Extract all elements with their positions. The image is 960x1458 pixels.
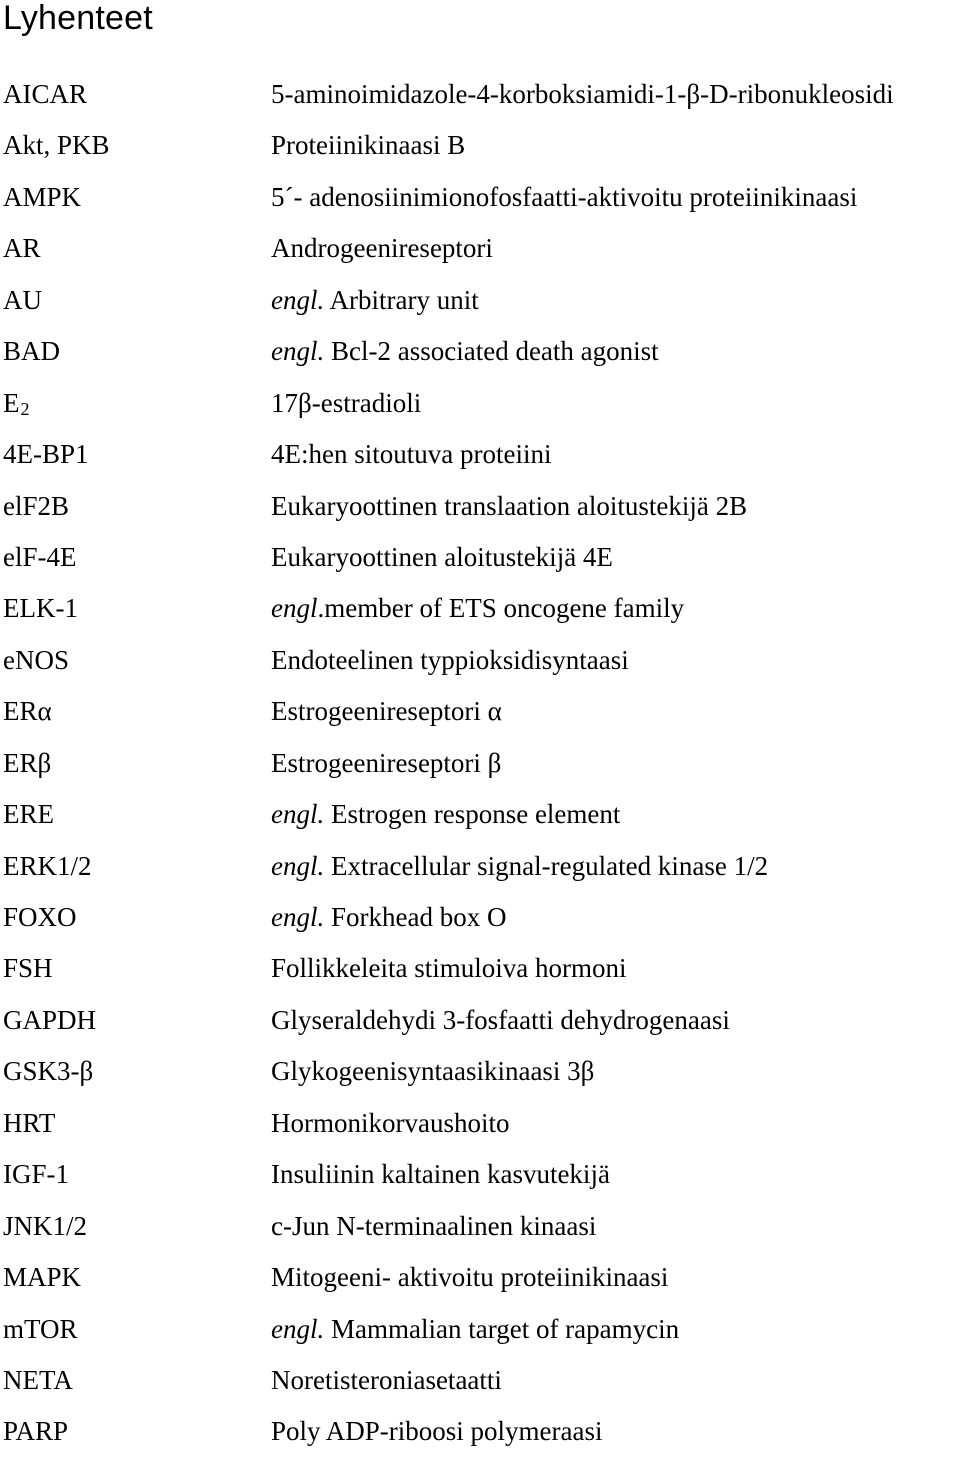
- abbreviation-term-text: ERE: [3, 799, 54, 830]
- abbreviation-definition-text: Bcl-2 associated death agonist: [324, 336, 659, 367]
- abbreviation-term: [0, 120, 271, 171]
- abbreviation-row: [0, 223, 960, 274]
- abbreviation-row: [0, 1406, 960, 1457]
- abbreviation-definition-text: Endoteelinen typpioksidisyntaasi: [271, 644, 629, 675]
- abbreviation-definition: [271, 995, 730, 1046]
- abbreviation-definition-text: Noretisteroniasetaatti: [271, 1364, 502, 1395]
- abbreviation-term: [0, 429, 271, 480]
- page-title: Lyhenteet: [3, 0, 153, 37]
- abbreviation-term: [0, 172, 271, 223]
- abbreviation-row: [0, 1252, 960, 1303]
- abbreviation-term-text: ELK-1: [3, 593, 78, 624]
- abbreviation-row: [0, 120, 960, 171]
- abbreviation-definition: [271, 1304, 679, 1355]
- abbreviation-definition-text: Eukaryoottinen aloitustekijä 4E: [271, 541, 613, 572]
- abbreviation-term: [0, 1304, 271, 1355]
- abbreviation-term: [0, 223, 271, 274]
- abbreviation-term-text: mTOR: [3, 1313, 78, 1344]
- abbreviation-row: [0, 275, 960, 326]
- language-prefix: engl.: [271, 799, 325, 830]
- abbreviation-definition: [271, 686, 502, 737]
- abbreviation-definition: [271, 1355, 502, 1406]
- abbreviation-term-text: FOXO: [3, 902, 77, 932]
- abbreviation-term: [0, 738, 271, 789]
- abbreviation-row: [0, 1098, 960, 1149]
- abbreviation-definition-text: Arbitrary unit: [324, 284, 479, 315]
- abbreviation-row: [0, 686, 960, 737]
- abbreviation-row: [0, 532, 960, 583]
- abbreviation-definition-text: .member of ETS oncogene family: [317, 593, 685, 624]
- abbreviation-definition: [271, 120, 465, 171]
- abbreviation-term: [0, 326, 271, 377]
- abbreviation-definition-text: 4E:hen sitoutuva proteiini: [271, 439, 552, 470]
- abbreviation-term-text: PARP: [3, 1416, 69, 1447]
- abbreviation-term-text: AU: [3, 284, 42, 315]
- abbreviation-definition-text: Proteiinikinaasi B: [271, 130, 466, 161]
- abbreviation-term-text: AMPK: [3, 181, 82, 212]
- abbreviation-term: [0, 1252, 271, 1303]
- abbreviation-definition-text: 17β-estradioli: [271, 387, 422, 418]
- abbreviation-term: [0, 635, 271, 686]
- abbreviation-term: [0, 686, 271, 737]
- abbreviation-definition: [271, 223, 493, 274]
- abbreviation-definition: [271, 326, 659, 377]
- abbreviation-definition-text: Mammalian target of rapamycin: [324, 1313, 680, 1344]
- abbreviation-definition-text: Poly ADP-riboosi polymeraasi: [271, 1416, 603, 1447]
- abbreviation-term: [0, 1355, 271, 1406]
- abbreviation-definition: [271, 69, 894, 120]
- abbreviation-term: [0, 943, 271, 994]
- abbreviation-term-text: elF-4E: [3, 541, 77, 572]
- abbreviation-definition-text: c-Jun N-terminaalinen kinaasi: [271, 1210, 597, 1241]
- abbreviation-row: [0, 789, 960, 840]
- abbreviation-term: [0, 378, 271, 429]
- abbreviation-term-text: AICAR: [3, 79, 88, 109]
- abbreviation-row: [0, 1355, 960, 1406]
- abbreviation-definition: [271, 1149, 610, 1200]
- abbreviation-row: [0, 172, 960, 223]
- abbreviation-term-text: BAD: [3, 336, 61, 367]
- abbreviation-definition-text: Follikkeleita stimuloiva hormoni: [271, 953, 627, 984]
- abbreviation-definition-text: Estrogeenireseptori β: [271, 747, 502, 778]
- abbreviation-definition: [271, 481, 747, 532]
- abbreviation-term-text: GAPDH: [3, 1004, 97, 1035]
- abbreviation-term-text: eNOS: [3, 644, 69, 675]
- abbreviation-definition: [271, 841, 768, 892]
- abbreviation-term-text: ERα: [3, 696, 52, 727]
- abbreviation-term-text: GSK3-β: [3, 1056, 94, 1087]
- abbreviation-row: [0, 1149, 960, 1200]
- abbreviation-row: [0, 1201, 960, 1252]
- abbreviation-term-text: E: [3, 387, 20, 418]
- abbreviation-term-text: HRT: [3, 1107, 56, 1138]
- abbreviation-term: [0, 532, 271, 583]
- abbreviation-definition: [271, 943, 626, 994]
- abbreviation-term: [0, 1098, 271, 1149]
- abbreviation-definition: [271, 583, 684, 634]
- abbreviation-term: [0, 1046, 271, 1097]
- abbreviation-definition: [271, 738, 501, 789]
- language-prefix: engl: [271, 593, 318, 624]
- abbreviation-definition: [271, 892, 506, 943]
- language-prefix: engl.: [271, 336, 325, 367]
- abbreviation-row: [0, 892, 960, 943]
- abbreviation-term: [0, 275, 271, 326]
- abbreviation-definition-text: Glyseraldehydi 3-fosfaatti dehydrogenaasi: [271, 1004, 730, 1035]
- abbreviation-term-text: elF2B: [3, 490, 70, 521]
- abbreviation-term-text: AR: [3, 233, 41, 264]
- abbreviation-term: [0, 583, 271, 634]
- abbreviation-term-text: JNK1/2: [3, 1210, 88, 1241]
- abbreviation-term: [0, 841, 271, 892]
- abbreviation-definition-text: 5-aminoimidazole-4-korboksiamidi-1-β-D-ribonukleosidi: [271, 79, 894, 109]
- abbreviation-row: [0, 429, 960, 480]
- abbreviation-row: [0, 583, 960, 634]
- abbreviation-row: [0, 738, 960, 789]
- abbreviation-term: [0, 1149, 271, 1200]
- abbreviation-definition: [271, 635, 629, 686]
- abbreviation-definition-text: Extracellular signal-regulated kinase 1/2: [324, 850, 769, 881]
- abbreviation-term: [0, 995, 271, 1046]
- abbreviation-definition: [271, 275, 479, 326]
- abbreviation-definition-text: Estrogen response element: [324, 799, 621, 830]
- language-prefix: engl.: [271, 902, 325, 932]
- abbreviation-row: [0, 69, 960, 120]
- abbreviation-definition: [271, 1406, 603, 1457]
- abbreviation-row: [0, 943, 960, 994]
- abbreviation-term-text: 4E-BP1: [3, 439, 89, 470]
- abbreviation-definition-text: Estrogeenireseptori α: [271, 696, 502, 727]
- abbreviation-definition: [271, 429, 551, 480]
- language-prefix: engl.: [271, 850, 325, 881]
- abbreviation-term-text: ERK1/2: [3, 850, 92, 881]
- abbreviation-definition: [271, 1252, 668, 1303]
- abbreviation-term: [0, 481, 271, 532]
- abbreviation-definition: [271, 789, 620, 840]
- abbreviation-row: [0, 841, 960, 892]
- abbreviation-row: [0, 481, 960, 532]
- abbreviation-definition-text: Mitogeeni- aktivoitu proteiinikinaasi: [271, 1262, 669, 1293]
- abbreviation-term: [0, 1201, 271, 1252]
- abbreviation-row: [0, 326, 960, 377]
- abbreviation-term: [0, 69, 271, 120]
- abbreviation-term-text: IGF-1: [3, 1159, 69, 1190]
- abbreviation-row: [0, 995, 960, 1046]
- abbreviation-term-subscript: 2: [20, 398, 30, 419]
- abbreviation-term: [0, 789, 271, 840]
- abbreviation-definition: [271, 1201, 596, 1252]
- abbreviation-term-text: FSH: [3, 953, 53, 984]
- abbreviation-definition: [271, 378, 421, 429]
- abbreviation-row: [0, 378, 960, 429]
- abbreviation-definition: [271, 532, 613, 583]
- abbreviation-definition: [271, 172, 857, 223]
- language-prefix: engl.: [271, 284, 325, 315]
- abbreviation-term-text: MAPK: [3, 1262, 82, 1293]
- language-prefix: engl.: [271, 1313, 325, 1344]
- abbreviation-term: [0, 892, 271, 943]
- abbreviation-definition-text: Insuliinin kaltainen kasvutekijä: [271, 1159, 610, 1190]
- abbreviation-row: [0, 1046, 960, 1097]
- abbreviation-row: [0, 635, 960, 686]
- abbreviation-definition-text: Hormonikorvaushoito: [271, 1107, 510, 1138]
- abbreviation-definition-text: Androgeenireseptori: [271, 233, 493, 264]
- abbreviation-list: [0, 69, 960, 1458]
- abbreviation-definition: [271, 1098, 509, 1149]
- abbreviation-definition-text: 5´- adenosiinimionofosfaatti-aktivoitu proteiinikinaasi: [271, 181, 858, 212]
- abbreviation-definition-text: Glykogeenisyntaasikinaasi 3β: [271, 1056, 595, 1087]
- abbreviation-definition-text: Eukaryoottinen translaation aloitustekijä 2B: [271, 490, 748, 521]
- abbreviation-term: [0, 1406, 271, 1457]
- abbreviation-term-text: Akt, PKB: [3, 130, 110, 161]
- abbreviation-row: [0, 1304, 960, 1355]
- abbreviation-term-text: NETA: [3, 1364, 73, 1395]
- abbreviation-definition-text: Forkhead box O: [324, 902, 507, 932]
- abbreviation-definition: [271, 1046, 594, 1097]
- abbreviation-term-text: ERβ: [3, 747, 52, 778]
